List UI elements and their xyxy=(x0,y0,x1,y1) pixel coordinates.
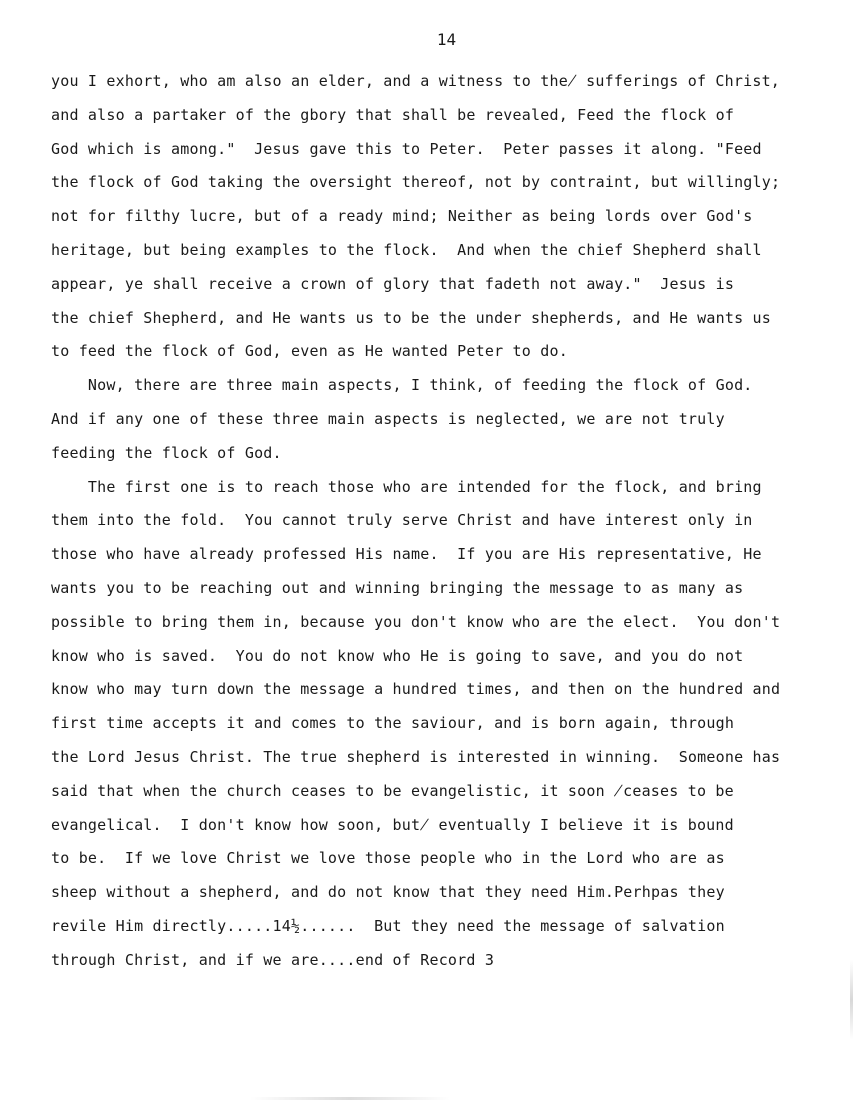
text-line: sheep without a shepherd, and do not know that they need Him.Perhpas they xyxy=(51,883,725,902)
text-line: those who have already professed His name. If you are His representative, He xyxy=(51,545,762,564)
text-line: said that when the church ceases to be evangelistic, it soon ̸ceases to be xyxy=(51,781,734,800)
text-line: evangelical. I don't know how soon, but̸ eventually I believe it is bound xyxy=(51,815,734,834)
body-text xyxy=(51,65,851,978)
page-number: 14 xyxy=(436,30,457,49)
text-line: appear, ye shall receive a crown of glory that fadeth not away." Jesus is xyxy=(51,274,735,293)
text-line: to feed the flock of God, even as He wanted Peter to do. xyxy=(51,342,568,361)
text-line: wants you to be reaching out and winning bringing the message to as many as xyxy=(51,578,744,597)
text-line: you I exhort, who am also an elder, and a witness to the̸ sufferings of Christ, xyxy=(51,72,781,90)
text-line: through Christ, and if we are....end of Record 3 xyxy=(51,950,495,969)
text-line: the chief Shepherd, and He wants us to be the under shepherds, and He wants us xyxy=(51,308,771,327)
scan-bottom-smudge xyxy=(250,1097,450,1100)
text-line: heritage, but being examples to the flock. And when the chief Shepherd shall xyxy=(51,240,762,259)
text-line: not for filthy lucre, but of a ready mind; Neither as being lords over God's xyxy=(51,207,753,226)
text-line: them into the fold. You cannot truly serve Christ and have interest only in xyxy=(51,511,753,530)
text-line: to be. If we love Christ we love those people who in the Lord who are as xyxy=(51,849,725,868)
text-line: the flock of God taking the oversight thereof, not by contraint, but willingly; xyxy=(51,173,781,192)
text-line: possible to bring them in, because you don't know who are the elect. You don't xyxy=(51,612,781,631)
text-line: the Lord Jesus Christ. The true shepherd is interested in winning. Someone has xyxy=(51,747,781,766)
text-line: know who may turn down the message a hundred times, and then on the hundred and xyxy=(51,680,781,699)
text-line: God which is among." Jesus gave this to Peter. Peter passes it along. "Feed xyxy=(51,139,762,158)
text-line: And if any one of these three main aspects is neglected, we are not truly xyxy=(51,409,725,428)
text-line: first time accepts it and comes to the saviour, and is born again, through xyxy=(51,714,735,733)
text-line: feeding the flock of God. xyxy=(51,443,282,462)
text-line: know who is saved. You do not know who He is going to save, and you do not xyxy=(51,646,744,665)
text-line: and also a partaker of the gbory that shall be revealed, Feed the flock of xyxy=(51,105,735,124)
text-line: Now, there are three main aspects, I think, of feeding the flock of God. xyxy=(51,376,753,395)
text-line: The first one is to reach those who are intended for the flock, and bring xyxy=(51,477,762,496)
text-line: revile Him directly.....14½...... But they need the message of salvation xyxy=(51,916,725,935)
